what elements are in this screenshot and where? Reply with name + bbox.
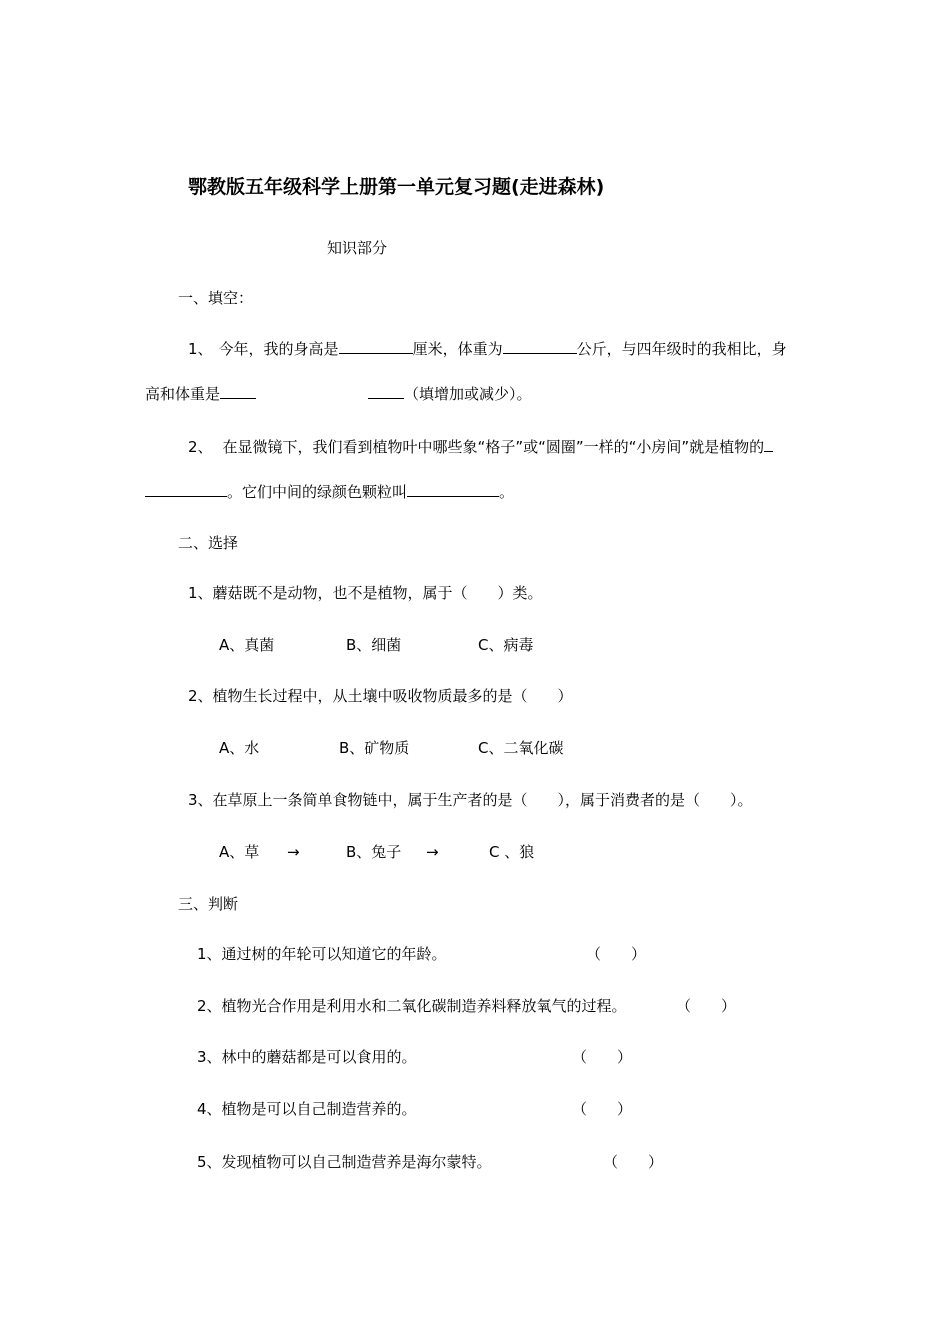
choice-1-option-b[interactable]: B、细菌 <box>346 636 402 654</box>
section-subtitle: 知识部分 <box>327 239 388 257</box>
judge-answer-3[interactable]: （ ） <box>572 1048 633 1066</box>
question-number: 1、 <box>188 340 213 358</box>
question-text: 。 <box>499 483 515 501</box>
change-blank-right[interactable] <box>368 384 404 399</box>
choice-2-option-b[interactable]: B、矿物质 <box>339 739 410 757</box>
choice-3-option-a[interactable]: A、草 <box>219 843 260 861</box>
question-text: （填增加或减少）。 <box>404 385 532 403</box>
fill-question-2-line-1 <box>188 437 773 457</box>
judge-answer-4[interactable]: （ ） <box>572 1100 633 1118</box>
fill-question-1-line-1 <box>188 339 787 359</box>
judge-item-5: 5、发现植物可以自己制造营养是海尔蒙特。 <box>197 1153 492 1171</box>
question-text: 公斤，与四年级时的我相比，身 <box>576 340 787 358</box>
judge-answer-5[interactable]: （ ） <box>603 1153 664 1171</box>
choice-heading: 二、选择 <box>178 534 239 552</box>
choice-3-option-c[interactable]: C 、狼 <box>489 843 535 861</box>
height-blank[interactable] <box>339 339 413 354</box>
chloroplast-blank[interactable] <box>407 482 499 497</box>
change-blank-left[interactable] <box>220 384 256 399</box>
cell-blank-start[interactable] <box>764 437 773 452</box>
choice-question-1: 1、蘑菇既不是动物，也不是植物，属于（ ）类。 <box>188 584 543 602</box>
cell-blank[interactable] <box>145 482 227 497</box>
document-title: 鄂教版五年级科学上册第一单元复习题(走进森林) <box>188 176 605 198</box>
judge-item-1: 1、通过树的年轮可以知道它的年龄。 <box>197 945 447 963</box>
judge-heading: 三、判断 <box>178 895 239 913</box>
judge-answer-2[interactable]: （ ） <box>676 997 737 1015</box>
fill-question-1-line-2 <box>145 384 532 404</box>
choice-2-option-a[interactable]: A、水 <box>219 739 260 757</box>
fill-heading: 一、填空： <box>178 289 254 307</box>
judge-item-2: 2、植物光合作用是利用水和二氧化碳制造养料释放氧气的过程。 <box>197 997 627 1015</box>
question-text: 高和体重是 <box>145 385 221 403</box>
judge-answer-1[interactable]: （ ） <box>586 945 647 963</box>
arrow-right-icon: → <box>287 843 300 861</box>
choice-1-option-c[interactable]: C、病毒 <box>478 636 534 654</box>
choice-2-option-c[interactable]: C、二氧化碳 <box>478 739 564 757</box>
fill-question-2-line-2 <box>145 482 514 502</box>
choice-1-option-a[interactable]: A、真菌 <box>219 636 275 654</box>
choice-3-option-b[interactable]: B、兔子 <box>346 843 402 861</box>
judge-item-3: 3、林中的蘑菇都是可以食用的。 <box>197 1048 417 1066</box>
question-text: 在显微镜下，我们看到植物叶中哪些象“格子”或“圆圈”一样的“小房间”就是植物的 <box>222 438 765 456</box>
question-number: 2、 <box>188 438 213 456</box>
choice-question-3: 3、在草原上一条简单食物链中，属于生产者的是（ ），属于消费者的是（ ）。 <box>188 791 753 809</box>
question-text: 。它们中间的绿颜色颗粒叫 <box>227 483 408 501</box>
arrow-right-icon: → <box>426 843 439 861</box>
choice-question-2: 2、植物生长过程中，从土壤中吸收物质最多的是（ ） <box>188 687 573 705</box>
question-text: 今年，我的身高是 <box>218 340 339 358</box>
question-text: 厘米，体重为 <box>412 340 503 358</box>
weight-blank[interactable] <box>503 339 577 354</box>
judge-item-4: 4、植物是可以自己制造营养的。 <box>197 1100 417 1118</box>
